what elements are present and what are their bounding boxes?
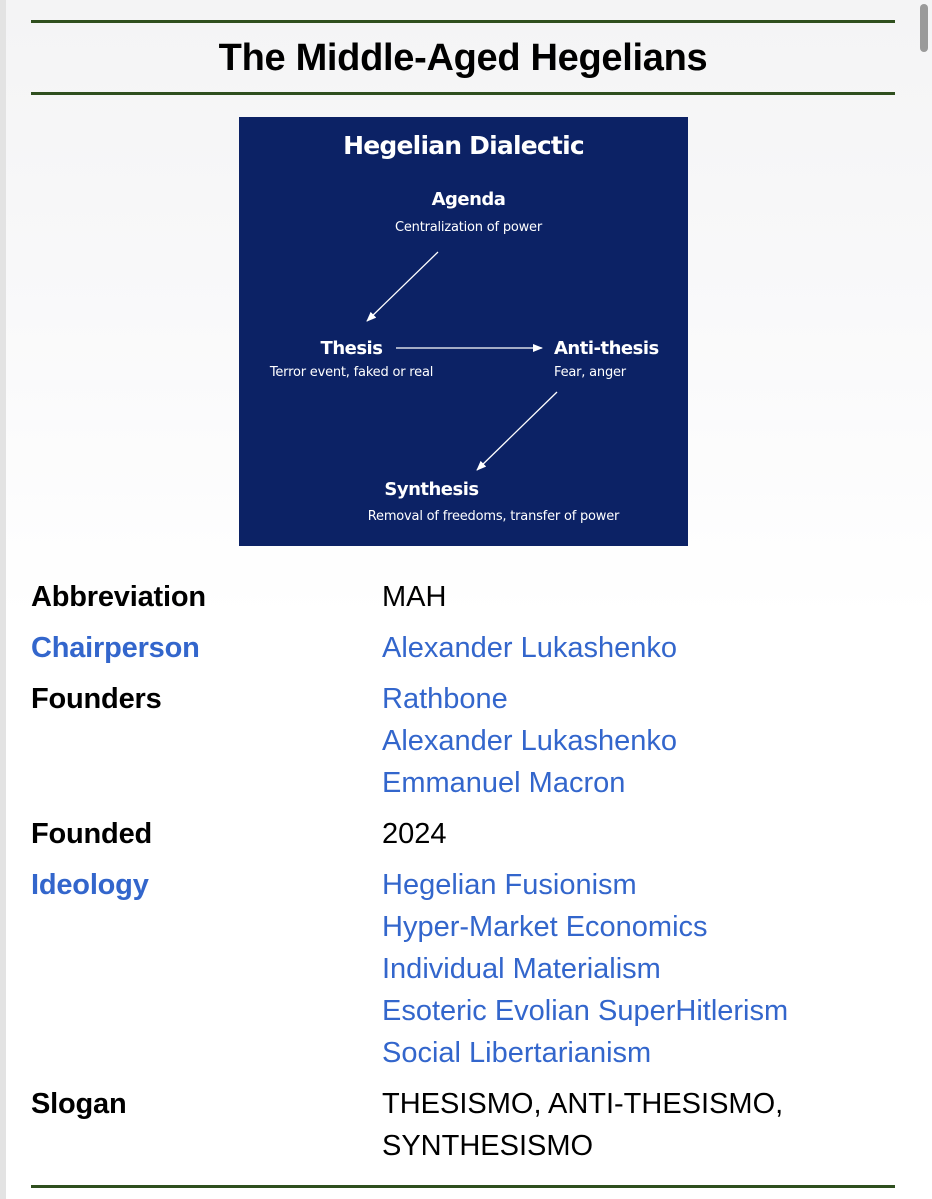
founder-link-macron[interactable]: Emmanuel Macron xyxy=(382,767,626,799)
figure-title: Hegelian Dialectic xyxy=(343,131,584,160)
row-ideology xyxy=(31,864,895,1074)
infobox xyxy=(31,20,895,1199)
synthesis-label: Synthesis xyxy=(384,479,479,500)
ideology-link-individual-materialism[interactable]: Individual Materialism xyxy=(382,953,661,985)
founded-label: Founded xyxy=(31,818,153,850)
ideology-link[interactable]: Ideology xyxy=(31,869,149,901)
infobox-bottom-rule xyxy=(31,1185,895,1188)
antithesis-to-synthesis-arrow xyxy=(477,392,557,470)
ideology-link-esoteric-evolian-superhitlerism[interactable]: Esoteric Evolian SuperHitlerism xyxy=(382,995,789,1027)
founded-value: 2024 xyxy=(382,818,447,850)
row-founded xyxy=(31,813,895,855)
thesis-description: Terror event, faked or real xyxy=(269,365,434,380)
row-founders xyxy=(31,678,895,804)
founder-link-lukashenko[interactable]: Alexander Lukashenko xyxy=(382,725,678,757)
infobox-top-rule xyxy=(31,20,895,23)
antithesis-label: Anti-thesis xyxy=(554,338,659,359)
abbreviation-label: Abbreviation xyxy=(31,581,206,613)
founders-label: Founders xyxy=(31,683,162,715)
synthesis-description: Removal of freedoms, transfer of power xyxy=(367,509,620,524)
scrollbar-thumb[interactable] xyxy=(920,4,928,52)
founder-link-rathbone[interactable]: Rathbone xyxy=(382,683,508,715)
hegelian-dialectic-image[interactable] xyxy=(239,117,688,546)
chairperson-value-link[interactable]: Alexander Lukashenko xyxy=(382,632,678,664)
slogan-value: THESISMO, ANTI-THESISMO, SYNTHESISMO xyxy=(382,1088,784,1162)
infobox-rows xyxy=(31,576,895,1176)
window-edge xyxy=(0,0,6,1199)
ideology-link-hegelian-fusionism[interactable]: Hegelian Fusionism xyxy=(382,869,637,901)
chairperson-link[interactable]: Chairperson xyxy=(31,632,200,664)
row-slogan xyxy=(31,1083,895,1167)
antithesis-description: Fear, anger xyxy=(554,365,626,380)
agenda-to-thesis-arrow xyxy=(367,252,438,321)
abbreviation-value: MAH xyxy=(382,581,447,613)
row-abbreviation xyxy=(31,576,895,618)
agenda-description: Centralization of power xyxy=(394,220,542,235)
agenda-label: Agenda xyxy=(431,189,506,210)
infobox-title: The Middle-Aged Hegelians xyxy=(218,37,708,79)
ideology-link-social-libertarianism[interactable]: Social Libertarianism xyxy=(382,1037,652,1069)
infobox-title-rule xyxy=(31,92,895,95)
row-chairperson xyxy=(31,627,895,669)
ideology-link-hyper-market-economics[interactable]: Hyper-Market Economics xyxy=(382,911,708,943)
thesis-label: Thesis xyxy=(320,338,383,359)
slogan-label: Slogan xyxy=(31,1088,127,1120)
